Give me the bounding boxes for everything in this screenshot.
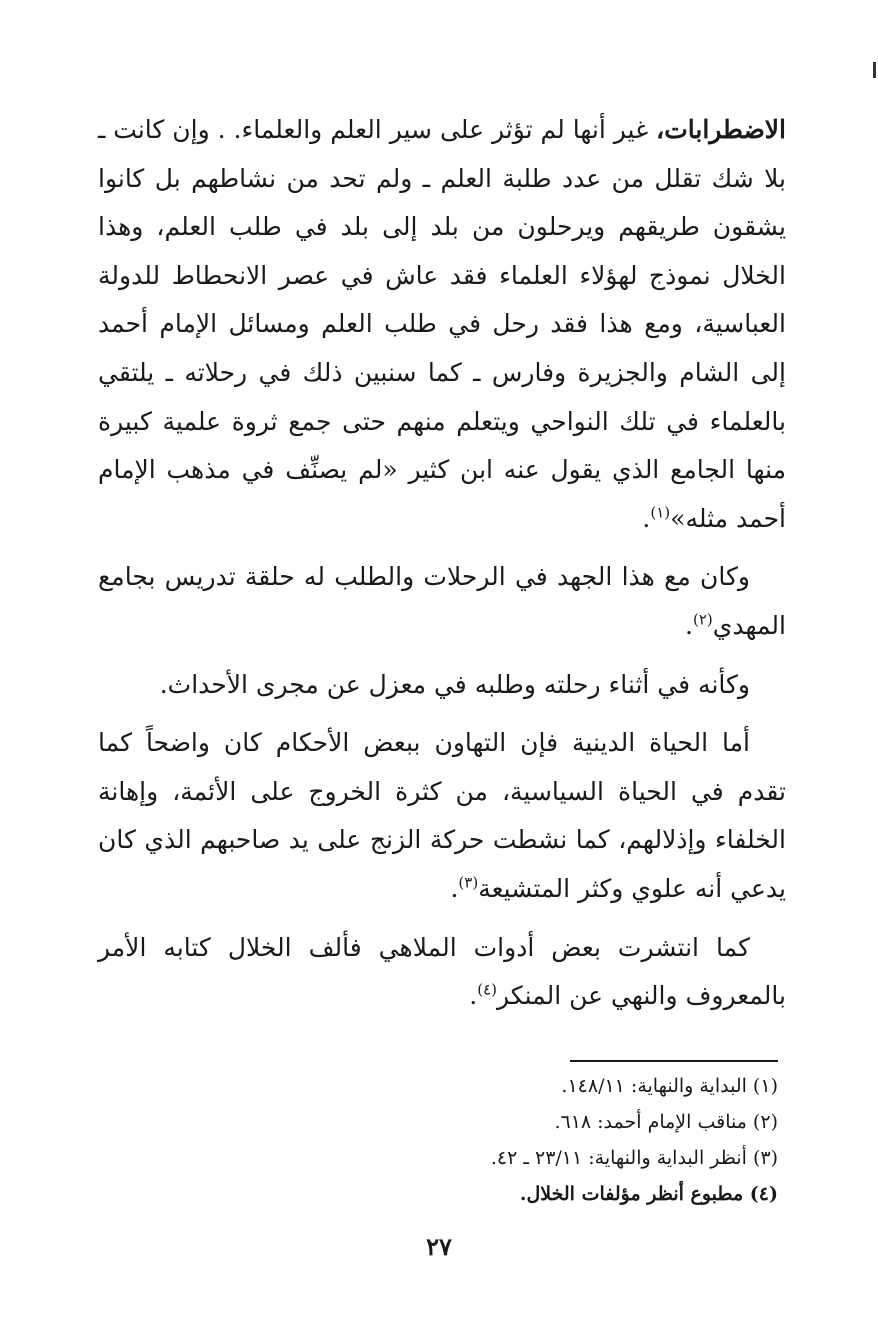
paragraph-5 — [98, 924, 786, 1021]
paragraph-3 — [98, 661, 786, 710]
paragraph-text: وكأنه في أثناء رحلته وطلبه في معزل عن مجرى الأحداث. — [159, 669, 750, 699]
footnote-divider — [570, 1060, 778, 1062]
footnote-reference: (٢) — [692, 610, 713, 629]
paragraph-text: وكان مع هذا الجهد في الرحلات والطلب له حلقة تدريس بجامع المهدي — [98, 562, 786, 640]
paragraph-lead-bold: الاضطرابات، — [656, 115, 786, 144]
paragraph-end: . — [642, 503, 651, 533]
paragraph-1 — [98, 106, 786, 543]
footnote-2: (٢) مناقب الإمام أحمد: ٦١٨. — [554, 1111, 778, 1133]
paragraph-2 — [98, 553, 786, 650]
main-text — [98, 106, 786, 1031]
paragraph-text: أما الحياة الدينية فإن التهاون ببعض الأحكام كان واضحاً كما تقدم في الحياة السياسية، من كثرة الخروج على الأئمة، وإهانة الخلفاء وإذلالهم، كما نشطت حركة الزنج على يد صاحبهم الذي كان يدعي أنه علوي وكثر المتشيعة — [98, 728, 786, 903]
page-number: ٢٧ — [426, 1232, 452, 1261]
footnote-reference: (٣) — [458, 873, 479, 892]
paragraph-end: . — [450, 873, 459, 903]
footnotes — [300, 1068, 778, 1212]
footnote-1: (١) البداية والنهاية: ١٤٨/١١. — [561, 1075, 778, 1097]
paragraph-end: . — [685, 610, 693, 640]
footnote-reference: (٤) — [477, 980, 498, 999]
paragraph-text: كما انتشرت بعض أدوات الملاهي فألف الخلال كتابه الأمر بالمعروف والنهي عن المنكر — [98, 932, 786, 1011]
paragraph-4 — [98, 719, 786, 913]
footnote-3: (٣) أنظر البداية والنهاية: ٢٣/١١ ـ ٤٢. — [490, 1147, 778, 1169]
footnote-4: (٤) مطبوع أنظر مؤلفات الخلال. — [519, 1183, 778, 1205]
footnote-reference: (١) — [650, 503, 671, 522]
paragraph-text: غير أنها لم تؤثر على سير العلم والعلماء. . وإن كانت ـ بلا شك تقلل من عدد طلبة العلم ـ ولم تحد من نشاطهم بل كانوا يشقون طريقهم ويرحلون من بلد إلى بلد في طلب العلم، وهذا الخلال نموذج لهؤلاء العلماء فقد عاش في عصر الانحطاط للدولة العباسية، ومع هذا فقد رحل في طلب العلم ومسائل الإمام أحمد إلى الشام والجزيرة وفارس ـ كما سنبين ذلك في رحلاته ـ يلتقي بالعلماء في تلك النواحي ويتعلم منهم حتى جمع ثروة علمية كبيرة منها الجامع الذي يقول عنه ابن كثير «لم يصنِّف في مذهب الإمام أحمد مثله» — [98, 115, 786, 533]
page-edge-mark — [873, 62, 876, 78]
paragraph-end: . — [469, 981, 478, 1011]
